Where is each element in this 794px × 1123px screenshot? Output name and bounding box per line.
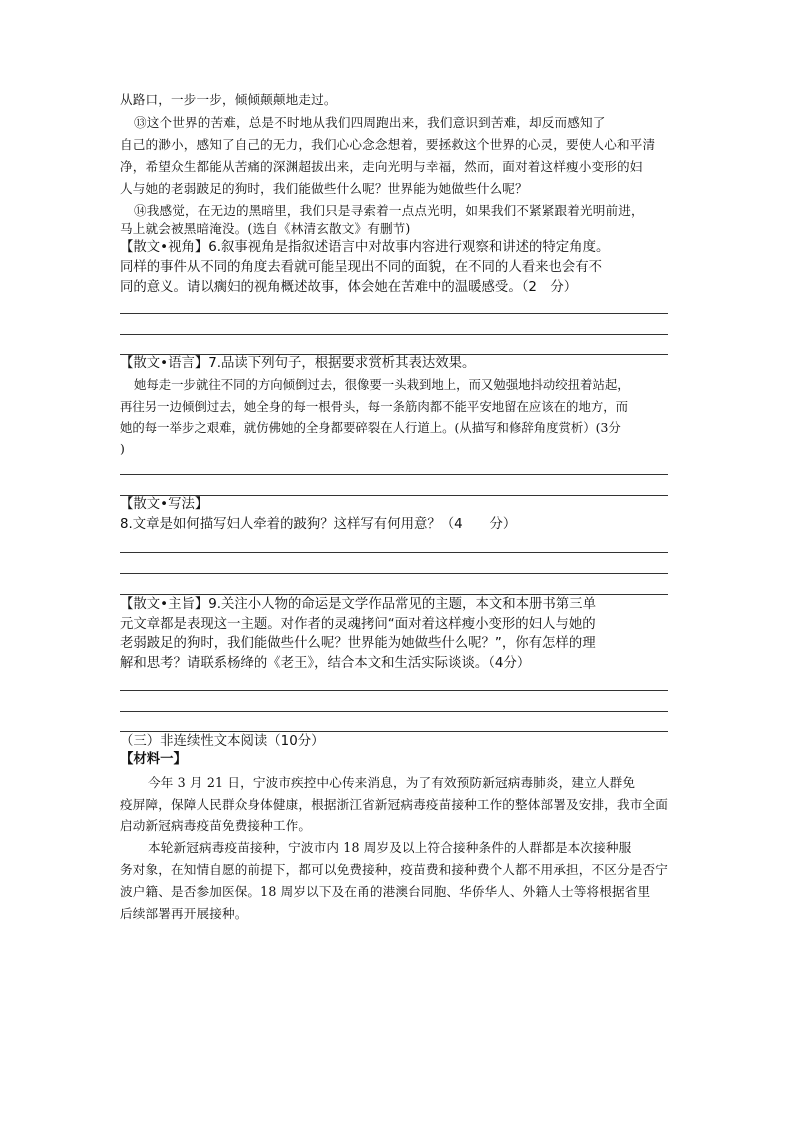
answer-line[interactable]: [120, 474, 668, 475]
question-9-text: 元文章都是表现这一主题。对作者的灵魂拷问“面对着这样瘦小变形的妇人与她的: [120, 617, 596, 632]
passage-line: 净，希望众生都能从苦痛的深渊超拔出来，走向光明与幸福，然而，面对着这样瘦小变形的妇: [120, 159, 643, 174]
passage-paragraph-14: ⑭我感觉，在无边的黑暗里，我们只是寻索着一点点光明，如果我们不紧紧跟着光明前进，: [134, 203, 644, 218]
question-9-text: 老弱跛足的狗时，我们能做些什么呢？世界能为她做些什么呢？”，你有怎样的理: [120, 636, 596, 651]
question-7-heading: 【散文•语言】7.品读下列句子，根据要求赏析其表达效果。: [120, 356, 476, 371]
material-1-text: 本轮新冠病毒疫苗接种，宁波市内 18 周岁及以上符合接种条件的人群都是本次接种服: [148, 840, 632, 855]
material-1-text: 今年 3 月 21 日，宁波市疾控中心传来消息，为了有效预防新冠病毒肺炎，建立人群免: [148, 775, 636, 790]
answer-line[interactable]: [120, 334, 668, 335]
answer-line[interactable]: [120, 313, 668, 314]
question-6-text: 同样的事件从不同的角度去看就可能呈现出不同的面貌，在不同的人看来也会有不: [120, 260, 603, 275]
section-3-title: （三）非连续性文本阅读（10分）: [120, 734, 325, 749]
material-1-text: 务对象，在知情自愿的前提下，都可以免费接种，疫苗费和接种费个人都不用承担，不区分是否宁: [120, 862, 668, 877]
answer-line[interactable]: [120, 495, 668, 496]
answer-line[interactable]: [120, 711, 668, 712]
passage-line: 人与她的老弱跛足的狗时，我们能做些什么呢？世界能为她做些什么呢？: [120, 181, 528, 196]
passage-source: 马上就会被黑暗淹没。(选自《林清玄散文》有删节): [120, 221, 411, 236]
question-6-text: 同的意义。请以瘸妇的视角概述故事，体会她在苦难中的温暖感受。（2 分）: [120, 280, 578, 295]
answer-line[interactable]: [120, 354, 668, 355]
answer-line[interactable]: [120, 690, 668, 691]
question-8-text: 8.文章是如何描写妇人牵着的跛狗？这样写有何用意？（4 分）: [120, 517, 517, 532]
answer-line[interactable]: [120, 731, 668, 732]
answer-line[interactable]: [120, 573, 668, 574]
question-7-quote: 她每走一步就往不同的方向倾倒过去，很像要一头栽到地上，而又勉强地抖动绞扭着站起，: [134, 377, 630, 392]
material-1-text: 后续部署再开展接种。: [120, 906, 248, 921]
question-8-heading: 【散文•写法】: [120, 497, 209, 512]
question-9-heading: 【散文•主旨】9.关注小人物的命运是文学作品常见的主题，本文和本册书第三单: [120, 597, 596, 612]
material-1-label: 【材料一】: [120, 752, 187, 767]
question-9-text: 解和思考？请联系杨绛的《老王》，结合本文和生活实际谈谈。（4分）: [120, 656, 531, 671]
question-7-quote: 再往另一边倾倒过去，她全身的每一根骨头，每一条筋肉都不能平安地留在应该在的地方，而: [120, 399, 629, 414]
material-1-text: 疫屏障，保障人民群众身体健康，根据浙江省新冠病毒疫苗接种工作的整体部署及安排，我市全面: [120, 797, 668, 812]
question-6-heading: 【散文•视角】6.叙事视角是指叙述语言中对故事内容进行观察和讲述的特定角度。: [120, 240, 610, 255]
passage-line: 自己的渺小，感知了自己的无力，我们心心念念想着，要拯救这个世界的心灵，要使人心和平清: [120, 137, 656, 152]
answer-line[interactable]: [120, 552, 668, 553]
answer-line[interactable]: [120, 594, 668, 595]
passage-line: 从路口，一步一步，倾倾颠颠地走过。: [120, 92, 337, 107]
question-7-quote: 她的每一举步之艰难，就仿佛她的全身都要碎裂在人行道上。(从描写和修辞角度赏析）(3分: [120, 420, 621, 435]
material-1-text: 启动新冠病毒疫苗免费接种工作。: [120, 818, 312, 833]
question-7-quote: ): [120, 441, 125, 456]
material-1-text: 波户籍、是否参加医保。18 周岁以下及在甬的港澳台同胞、华侨华人、外籍人士等将根据省里: [120, 884, 651, 899]
passage-paragraph-13: ⑬这个世界的苦难，总是不时地从我们四周跑出来，我们意识到苦难，却反而感知了: [134, 115, 606, 130]
